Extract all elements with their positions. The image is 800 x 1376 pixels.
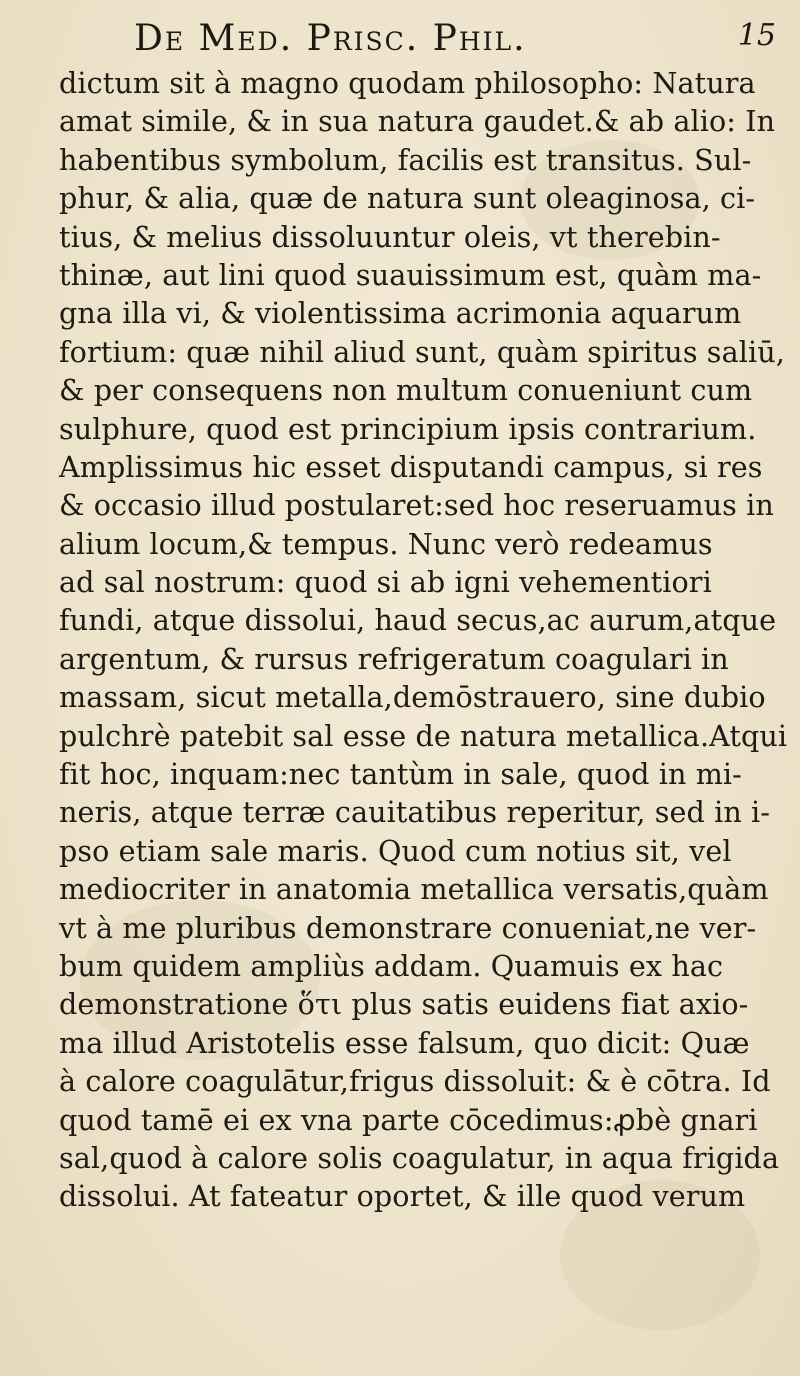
text-line: sal,quod à calore solis coagulatur, in aqua frigida (59, 1140, 780, 1175)
text-line: mediocriter in anatomia metallica versatis,quàm (59, 872, 769, 907)
running-head (60, 12, 780, 60)
text-line: pso etiam sale maris. Quod cum notius sit, vel (59, 833, 732, 868)
text-line: vt à me pluribus demonstrare conueniat,ne ver- (59, 910, 757, 945)
text-line: massam, sicut metalla,demōstrauero, sine dubio (59, 680, 766, 715)
text-line: neris, atque terræ cauitatibus reperitur, sed in i- (59, 795, 771, 830)
text-line: dissolui. At fateatur oportet, & ille quod verum (59, 1179, 746, 1214)
text-line: quod tamē ei ex vna parte cōcedimus:ꝓbè gnari (59, 1102, 758, 1137)
text-line: Amplissimus hic esset disputandi campus, si res (59, 449, 763, 484)
text-line: à calore coagulātur,frigus dissoluit: & è cōtra. Id (59, 1064, 771, 1099)
text-line: ma illud Aristotelis esse falsum, quo dicit: Quæ (59, 1025, 750, 1060)
body-text (59, 64, 794, 1216)
text-line: alium locum,& tempus. Nunc verò redeamus (59, 526, 713, 561)
text-line: bum quidem ampliùs addam. Quamuis ex hac (59, 948, 724, 983)
page-number: 15 (737, 18, 776, 53)
text-line: thinæ, aut lini quod suauissimum est, quàm ma- (59, 257, 762, 292)
text-line: habentibus symbolum, facilis est transitus. Sul- (59, 142, 752, 177)
text-line: fundi, atque dissolui, haud secus,ac aurum,atque (59, 603, 777, 638)
text-line: ad sal nostrum: quod si ab igni vehementiori (59, 565, 712, 600)
running-head-title: De Med. Prisc. Phil. (134, 18, 527, 59)
text-line: pulchrè patebit sal esse de natura metallica.Atqui (59, 718, 788, 753)
text-line: phur, & alia, quæ de natura sunt oleaginosa, ci- (59, 181, 756, 216)
text-line: tius, & melius dissoluuntur oleis, vt therebin- (59, 219, 721, 254)
text-line: fortium: quæ nihil aliud sunt, quàm spiritus saliū, (59, 334, 785, 369)
text-line: & occasio illud postularet:sed hoc reseruamus in (59, 488, 774, 523)
text-line: argentum, & rursus refrigeratum coagulari in (59, 641, 729, 676)
text-line: gna illa vi, & violentissima acrimonia aquarum (59, 296, 742, 331)
text-line: fit hoc, inquam:nec tantùm in sale, quod in mi- (59, 757, 742, 792)
text-line: & per consequens non multum conueniunt cum (59, 373, 753, 408)
text-line: demonstratione ὅτι plus satis euidens fiat axio- (59, 987, 749, 1022)
text-line: dictum sit à magno quodam philosopho: Natura (59, 66, 756, 100)
text-line: sulphure, quod est principium ipsis contrarium. (59, 411, 757, 446)
text-line: amat simile, & in sua natura gaudet.& ab alio: In (59, 104, 776, 139)
